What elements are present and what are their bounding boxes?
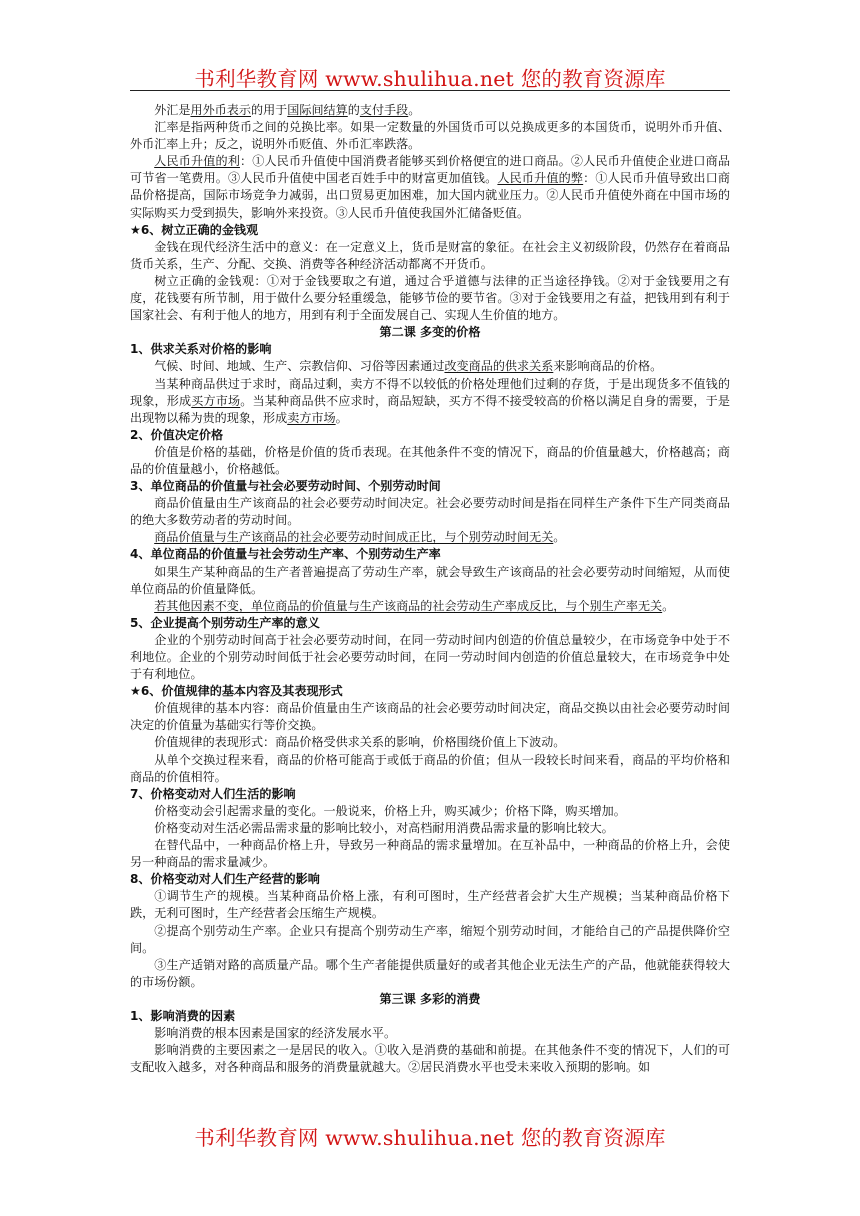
paragraph-2-4b: 若其他因素不变，单位商品的价值量与生产该商品的社会劳动生产率成反比，与个别生产率无关。 [154,598,675,613]
paragraph-2-1b: 当某种商品供过于求时，商品过剩，卖方不得不以较低的价格处理他们过剩的存货，于是出现货多不值钱的现象，形成买方市场。当某种商品供不应求时，商品短缺，买方不得不接受较高的价格以满足自身的需要，于是出现物以稀为贵的现象，形成卖方市场。 [130,376,730,425]
heading-2-8: 8、价格变动对人们生产经营的影响 [130,872,320,887]
paragraph-2-4a: 如果生产某种商品的生产者普遍提高了劳动生产率，就会导致生产该商品的社会必要劳动时间缩短，从而使单位商品的价值量降低。 [130,564,730,596]
paragraph-2-7a: 价格变动会引起需求量的变化。一般说来，价格上升，购买减少；价格下降，购买增加。 [154,803,626,818]
paragraph-2-1a: 气候、时间、地域、生产、宗教信仰、习俗等因素通过改变商品的供求关系来影响商品的价格。 [154,359,663,374]
paragraph-2-7b: 价格变动对生活必需品需求量的影响比较小，对高档耐用消费品需求量的影响比较大。 [154,820,614,835]
heading-2-6: ★6、价值规律的基本内容及其表现形式 [130,684,343,699]
heading-2-2: 2、价值决定价格 [130,427,224,442]
lesson-3-title: 第三课 多彩的消费 [379,991,481,1006]
header-banner: 书利华教育网 www.shulihua.net 您的教育资源库 [194,67,666,91]
paragraph-2-8b: ②提高个别劳动生产率。企业只有提高个别劳动生产率，缩短个别劳动时间，才能给自己的产品提供降价空间。 [130,923,730,955]
heading-2-3: 3、单位商品的价值量与社会必要劳动时间、个别劳动时间 [130,479,441,494]
heading-3-1: 1、影响消费的因素 [130,1008,236,1023]
paragraph-2-6a: 价值规律的基本内容：商品价值量由生产该商品的社会必要劳动时间决定，商品交换以由社会必要劳动时间决定的价值量为基础实行等价交换。 [130,701,730,733]
heading-2-4: 4、单位商品的价值量与社会劳动生产率、个别劳动生产率 [130,547,441,562]
heading-2-5: 5、企业提高个别劳动生产率的意义 [130,615,320,630]
paragraph-2-6b: 价值规律的表现形式：商品价格受供求关系的影响，价格围绕价值上下波动。 [154,735,566,750]
lesson-2-title: 第二课 多变的价格 [379,325,481,340]
heading-money-view: ★6、树立正确的金钱观 [130,222,259,237]
paragraph-rmb: 人民币升值的利：①人民币升值使中国消费者能够买到价格便宜的进口商品。②人民币升值使企业进口商品可节省一笔费用。③人民币升值使中国老百姓手中的财富更加值钱。人民币升值的弊：①人民币升值导致出口商品价格提高，国际市场竞争力减弱，出口贸易更加困难，加大国内就业压力。②人民币升值使外商在中国市场的实际购买力受到损失，影响外来投资。③人民币升值使我国外汇储备贬值。 [130,154,730,220]
paragraph-3-1b: 影响消费的主要因素之一是居民的收入。①收入是消费的基础和前提。在其他条件不变的情况下，人们的可支配收入越多，对各种商品和服务的消费量就越大。②居民消费水平也受未来收入预期的影响。如 [130,1043,730,1075]
paragraph-2-8c: ③生产适销对路的高质量产品。哪个生产者能提供质量好的或者其他企业无法生产的产品，他就能获得较大的市场份额。 [130,957,730,989]
paragraph-forex: 外汇是用外币表示的用于国际间结算的支付手段。 [154,103,421,117]
paragraph-money-1: 金钱在现代经济生活中的意义：在一定意义上，货币是财富的象征。在社会主义初级阶段，仍然存在着商品货币关系，生产、分配、交换、消费等各种经济活动都离不开货币。 [130,239,730,271]
paragraph-2-2: 价值是价格的基础，价格是价值的货币表现。在其他条件不变的情况下，商品的价值量越大，价格越高；商品的价值量越小，价格越低。 [130,444,730,476]
heading-2-7: 7、价格变动对人们生活的影响 [130,786,296,801]
paragraph-2-7c: 在替代品中，一种商品价格上升，导致另一种商品的需求量增加。在互补品中，一种商品的价格上升，会使另一种商品的需求量减少。 [130,838,730,870]
paragraph-2-6c: 从单个交换过程来看，商品的价格可能高于或低于商品的价值；但从一段较长时间来看，商品的平均价格和商品的价值相符。 [130,752,730,784]
footer-banner: 书利华教育网 www.shulihua.net 您的教育资源库 [194,1126,666,1150]
header-rule [130,90,730,91]
paragraph-2-8a: ①调节生产的规模。当某种商品价格上涨，有利可图时，生产经营者会扩大生产规模；当某种商品价格下跌，无利可图时，生产经营者会压缩生产规模。 [130,889,730,921]
paragraph-exchange-rate: 汇率是指两种货币之间的兑换比率。如果一定数量的外国货币可以兑换成更多的本国货币，说明外币升值、外币汇率上升；反之，说明外币贬值、外币汇率跌落。 [130,120,730,152]
heading-2-1: 1、供求关系对价格的影响 [130,342,272,357]
paragraph-2-5: 企业的个别劳动时间高于社会必要劳动时间，在同一劳动时间内创造的价值总量较少，在市场竞争中处于不利地位。企业的个别劳动时间低于社会必要劳动时间，在同一劳动时间内创造的价值总量较大，在市场竞争中处于有利地位。 [130,632,730,682]
document-body [130,102,730,1076]
paragraph-2-3b: 商品价值量与生产该商品的社会必要劳动时间成正比，与个别劳动时间无关。 [154,530,566,545]
paragraph-money-2: 树立正确的金钱观：①对于金钱要取之有道，通过合乎道德与法律的正当途径挣钱。②对于金钱要用之有度，花钱要有所节制，用于做什么要分轻重缓急，能够节俭的要节省。③对于金钱要用之有益，把钱用到有利于国家社会、有利于他人的地方，用到有利于全面发展自己、实现人生价值的地方。 [130,273,730,323]
paragraph-2-3a: 商品价值量由生产该商品的社会必要劳动时间决定。社会必要劳动时间是指在同样生产条件下生产同类商品的绝大多数劳动者的劳动时间。 [130,496,730,528]
paragraph-3-1a: 影响消费的根本因素是国家的经济发展水平。 [154,1026,397,1041]
